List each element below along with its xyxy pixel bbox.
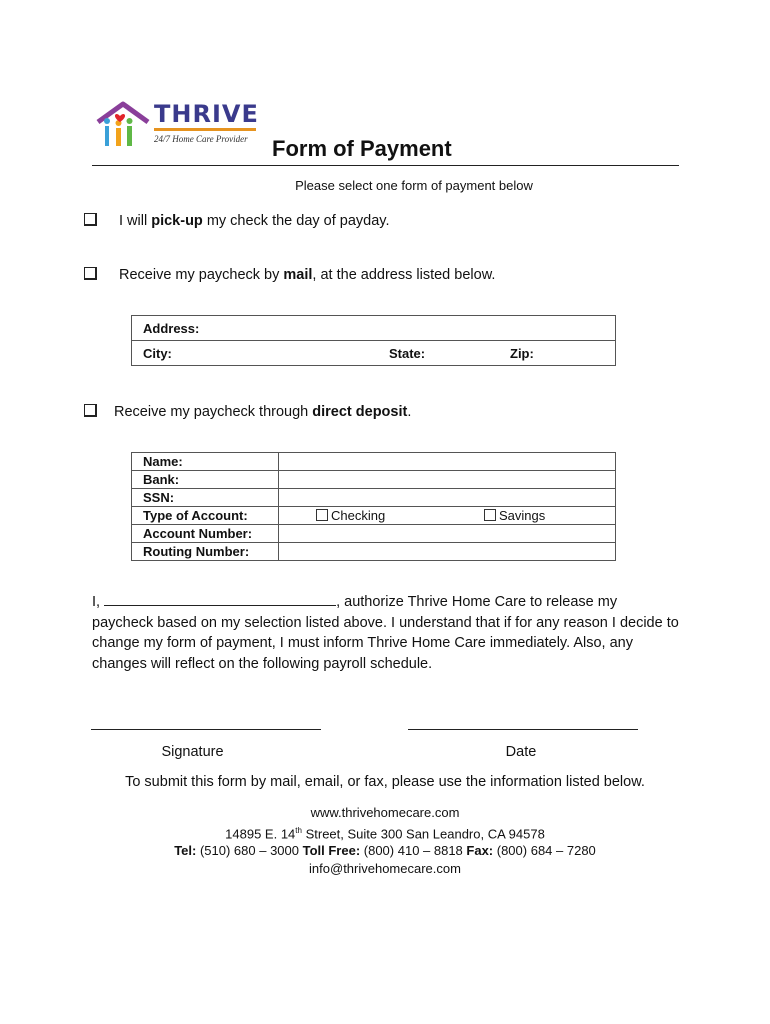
logo-brand: THRIVE <box>154 100 259 128</box>
option-deposit-text-end: . <box>407 404 412 420</box>
logo-underline <box>154 128 256 131</box>
tollfree-number: (800) 410 – 8818 <box>360 843 467 859</box>
option-mail-bold: mail <box>283 267 313 283</box>
option-mail[interactable] <box>84 267 495 283</box>
city-row <box>132 341 616 366</box>
thrive-logo <box>96 100 261 152</box>
table-row <box>132 525 616 543</box>
contact-block <box>0 804 770 877</box>
house-family-icon <box>96 100 152 152</box>
routing-number-label: Routing Number: <box>132 543 279 561</box>
phone-line <box>0 842 770 860</box>
submit-note: To submit this form by mail, email, or fax, please use the information listed below. <box>125 774 645 790</box>
table-row <box>132 507 616 525</box>
signature-line[interactable] <box>91 729 321 730</box>
authorization-prefix: I, <box>92 594 101 610</box>
state-label: State: <box>389 345 426 361</box>
option-pickup[interactable] <box>84 213 390 229</box>
checking-checkbox[interactable] <box>316 509 328 521</box>
direct-deposit-table <box>131 452 616 561</box>
bank-label: Bank: <box>132 471 279 489</box>
website-link[interactable]: www.thrivehomecare.com <box>310 805 460 820</box>
street-address-end: Street, Suite 300 San Leandro, CA 94578 <box>301 825 545 841</box>
bank-field[interactable] <box>279 471 616 489</box>
signature-label: Signature <box>161 744 224 760</box>
date-line[interactable] <box>408 729 638 730</box>
fax-label: Fax: <box>466 843 494 859</box>
tel-label: Tel: <box>174 843 197 859</box>
tollfree-label: Toll Free: <box>302 843 361 859</box>
option-pickup-text-end: my check the day of payday. <box>202 213 390 229</box>
city-field[interactable] <box>132 341 379 366</box>
authorization-text: , authorize Thrive Home Care to release my paycheck based on my selection listed above. I understand that if for any reason I decide to change my form of payment, I must inform Thrive Home Care immediately. Also, any changes will reflect on the following payroll schedule. <box>92 594 679 672</box>
table-row <box>132 453 616 471</box>
option-deposit-bold: direct deposit <box>312 404 408 420</box>
authorization-paragraph <box>92 591 682 674</box>
address-table <box>131 315 616 366</box>
pickup-checkbox[interactable] <box>84 213 97 226</box>
page-title: Form of Payment <box>272 136 452 161</box>
savings-label: Savings <box>499 508 546 523</box>
email-link[interactable]: info@thrivehomecare.com <box>309 860 461 876</box>
routing-number-field[interactable] <box>279 543 616 561</box>
mail-checkbox[interactable] <box>84 267 97 280</box>
street-address-suffix: th <box>295 825 302 835</box>
date-label: Date <box>505 744 537 760</box>
option-mail-text-end: , at the address listed below. <box>312 267 496 283</box>
zip-label: Zip: <box>510 345 534 361</box>
address-label: Address: <box>143 320 200 336</box>
logo-tagline: 24/7 Home Care Provider <box>154 134 248 144</box>
direct-deposit-checkbox[interactable] <box>84 404 97 417</box>
option-mail-text: Receive my paycheck by <box>119 267 284 283</box>
table-row <box>132 471 616 489</box>
header-divider <box>92 165 679 166</box>
zip-field[interactable] <box>499 341 616 366</box>
address-field[interactable] <box>132 316 616 341</box>
employee-name-blank[interactable] <box>104 591 336 606</box>
checking-label: Checking <box>331 508 386 523</box>
tel-number: (510) 680 – 3000 <box>196 843 303 859</box>
savings-checkbox[interactable] <box>484 509 496 521</box>
address-row <box>132 316 616 341</box>
city-label: City: <box>143 345 172 361</box>
account-type-field <box>279 507 616 525</box>
fax-number: (800) 684 – 7280 <box>493 843 596 859</box>
account-type-label: Type of Account: <box>132 507 279 525</box>
option-pickup-text: I will <box>119 213 152 229</box>
ssn-field[interactable] <box>279 489 616 507</box>
checking-option[interactable] <box>316 508 484 523</box>
ssn-label: SSN: <box>132 489 279 507</box>
state-field[interactable] <box>378 341 499 366</box>
account-number-field[interactable] <box>279 525 616 543</box>
table-row <box>132 489 616 507</box>
account-number-label: Account Number: <box>132 525 279 543</box>
savings-option[interactable] <box>484 508 545 523</box>
street-address-start: 14895 E. 14 <box>225 825 296 841</box>
option-direct-deposit[interactable] <box>84 404 411 420</box>
instructions: Please select one form of payment below <box>295 178 533 193</box>
option-deposit-text: Receive my paycheck through <box>114 404 313 420</box>
name-label: Name: <box>132 453 279 471</box>
street-address <box>0 822 770 843</box>
option-pickup-bold: pick-up <box>151 213 203 229</box>
table-row <box>132 543 616 561</box>
name-field[interactable] <box>279 453 616 471</box>
